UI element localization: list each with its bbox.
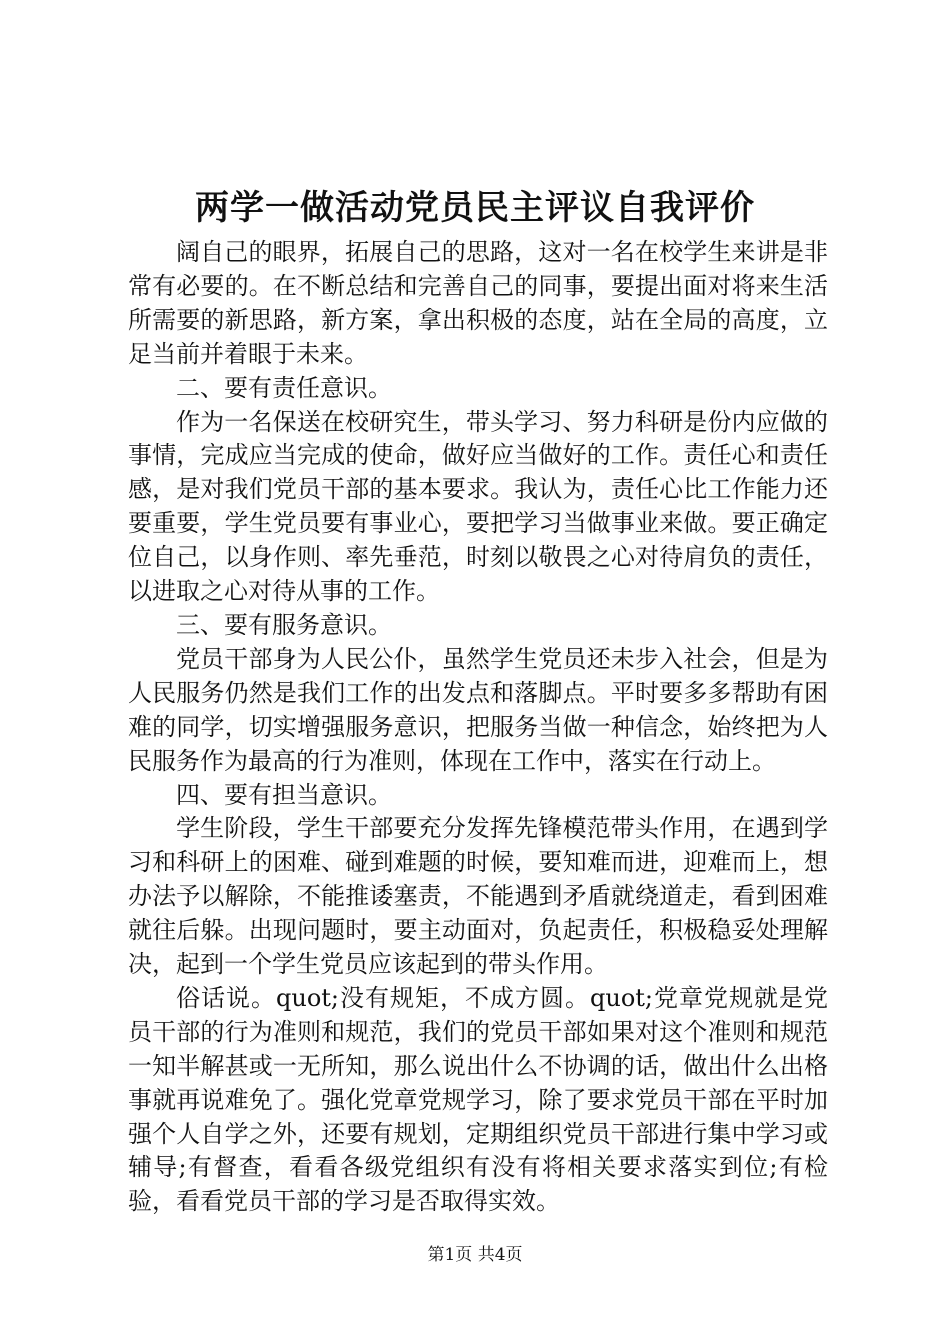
- section-heading-responsibility: 二、要有责任意识。: [176, 373, 392, 402]
- paragraph-commitment: 学生阶段，学生干部要充分发挥先锋模范带头作用，在遇到学习和科研上的困难、碰到难题的时候，要知难而进，迎难而上，想办法予以解除，不能推诿塞责，不能遇到矛盾就绕道走，看到困难就往后躲。出现问题时，要主动面对，负起责任，积极稳妥处理解决，起到一个学生党员应该起到的带头作用。: [128, 814, 828, 979]
- section-heading-service: 三、要有服务意识。: [176, 610, 392, 639]
- page-number-footer: 第1页 共4页: [427, 1245, 523, 1265]
- paragraph-party-rules: 俗话说。quot;没有规矩，不成方圆。quot;党章党规就是党员干部的行为准则和规范，我们的党员干部如果对这个准则和规范一知半解甚或一无所知，那么说出什么不协调的话，做出什么出格事就再说难免了。强化党章党规学习，除了要求党员干部在平时加强个人自学之外，还要有规划，定期组织党员干部进行集中学习或辅导;有督查，看看各级党组织有没有将相关要求落实到位;有检验，看看党员干部的学习是否取得实效。: [128, 983, 828, 1216]
- document-title: 两学一做活动党员民主评议自我评价: [195, 188, 755, 228]
- section-heading-commitment: 四、要有担当意识。: [176, 780, 392, 809]
- document-body: [128, 236, 828, 1219]
- paragraph-service: 党员干部身为人民公仆，虽然学生党员还未步入社会，但是为人民服务仍然是我们工作的出发点和落脚点。平时要多多帮助有困难的同学，切实增强服务意识，把服务当做一种信念，始终把为人民服务作为最高的行为准则，体现在工作中，落实在行动上。: [128, 644, 828, 775]
- paragraph-intro: 阔自己的眼界，拓展自己的思路，这对一名在校学生来讲是非常有必要的。在不断总结和完善自己的同事，要提出面对将来生活所需要的新思路，新方案，拿出积极的态度，站在全局的高度，立足当前并着眼于未来。: [128, 238, 828, 368]
- paragraph-responsibility: 作为一名保送在校研究生，带头学习、努力科研是份内应做的事情，完成应当完成的使命，做好应当做好的工作。责任心和责任感，是对我们党员干部的基本要求。我认为，责任心比工作能力还要重要，学生党员要有事业心，要把学习当做事业来做。要正确定位自己，以身作则、率先垂范，时刻以敬畏之心对待肩负的责任，以进取之心对待从事的工作。: [128, 407, 828, 606]
